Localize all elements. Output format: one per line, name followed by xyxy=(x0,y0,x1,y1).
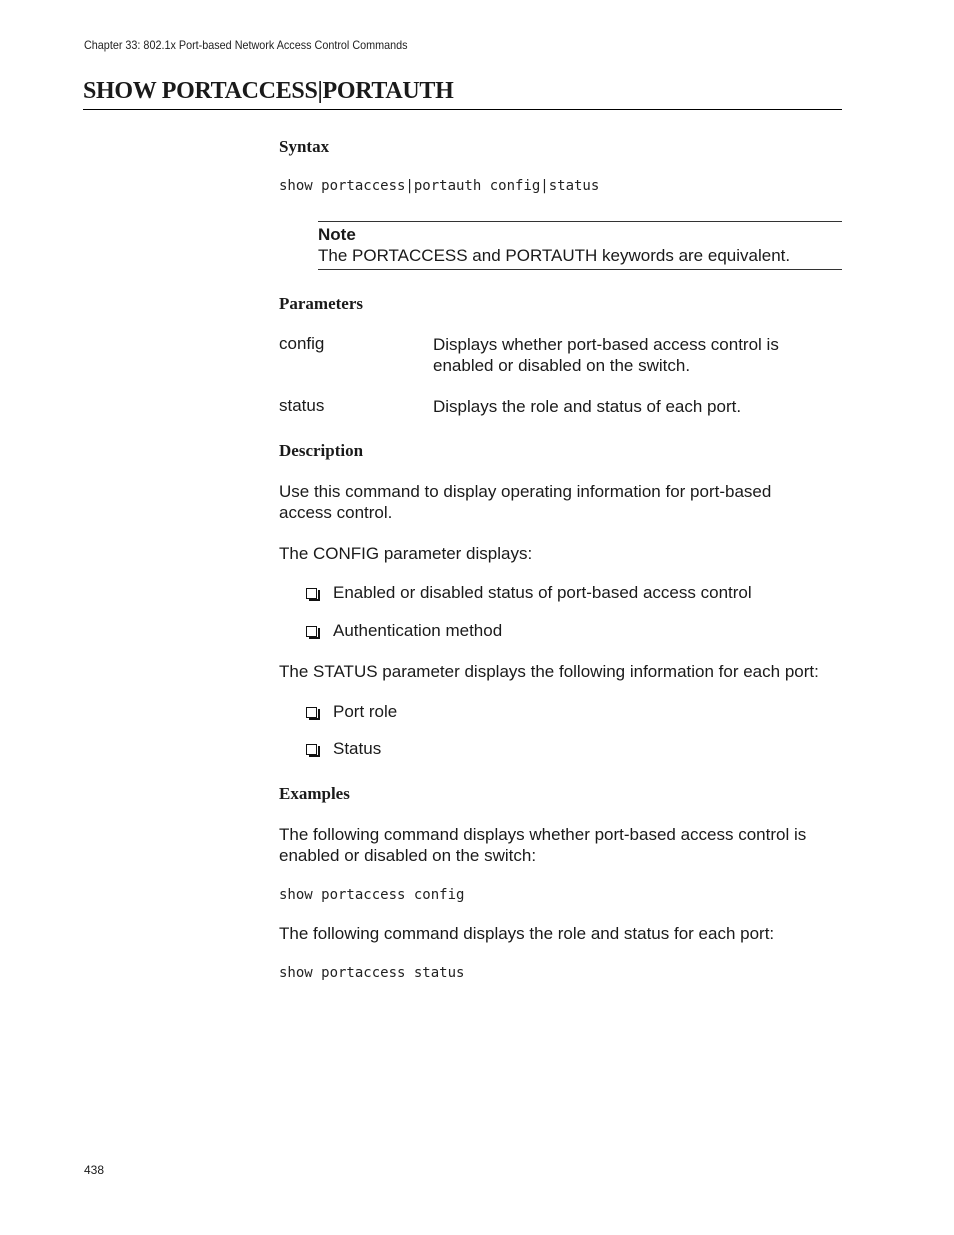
checkbox-bullet-icon xyxy=(306,588,317,599)
config-lead: The CONFIG parameter displays: xyxy=(279,544,533,563)
list-item-text: Enabled or disabled status of port-based access control xyxy=(333,583,752,602)
checkbox-bullet-icon xyxy=(306,744,317,755)
list-item-text: Authentication method xyxy=(333,621,503,640)
list-item-text: Status xyxy=(333,739,382,758)
page-number: 438 xyxy=(84,1163,105,1177)
checkbox-bullet-icon xyxy=(306,707,317,718)
list-item-text: Port role xyxy=(333,702,398,721)
description-intro: Use this command to display operating information for port-based access control. xyxy=(279,482,772,522)
description-heading: Description xyxy=(279,441,364,460)
note-box xyxy=(318,221,842,270)
syntax-heading: Syntax xyxy=(279,137,330,156)
parameters-heading: Parameters xyxy=(279,294,364,313)
checkbox-bullet-icon xyxy=(306,626,317,637)
running-header: Chapter 33: 802.1x Port-based Network Access Control Commands xyxy=(84,38,408,52)
syntax-command: show portaccess|portauth config|status xyxy=(279,178,600,194)
example2-text: The following command displays the role and status for each port: xyxy=(279,924,775,943)
param-desc-config: Displays whether port-based access control is enabled or disabled on the switch. xyxy=(433,335,779,375)
param-name-status: status xyxy=(279,396,325,415)
list-item xyxy=(306,621,502,641)
list-item xyxy=(306,583,752,603)
note-label: Note xyxy=(318,225,356,244)
note-text: The PORTACCESS and PORTAUTH keywords are equivalent. xyxy=(318,246,791,265)
example1-text: The following command displays whether port-based access control is enabled or disabled on the switch: xyxy=(279,825,807,865)
example2-code: show portaccess status xyxy=(279,965,465,981)
example1-code: show portaccess config xyxy=(279,887,465,903)
list-item xyxy=(306,702,397,722)
list-item xyxy=(306,739,381,759)
param-name-config: config xyxy=(279,334,325,353)
page-title: SHOW PORTACCESS|PORTAUTH xyxy=(83,78,842,110)
param-desc-status: Displays the role and status of each port. xyxy=(433,397,742,416)
status-lead: The STATUS parameter displays the following information for each port: xyxy=(279,662,819,681)
examples-heading: Examples xyxy=(279,784,350,803)
